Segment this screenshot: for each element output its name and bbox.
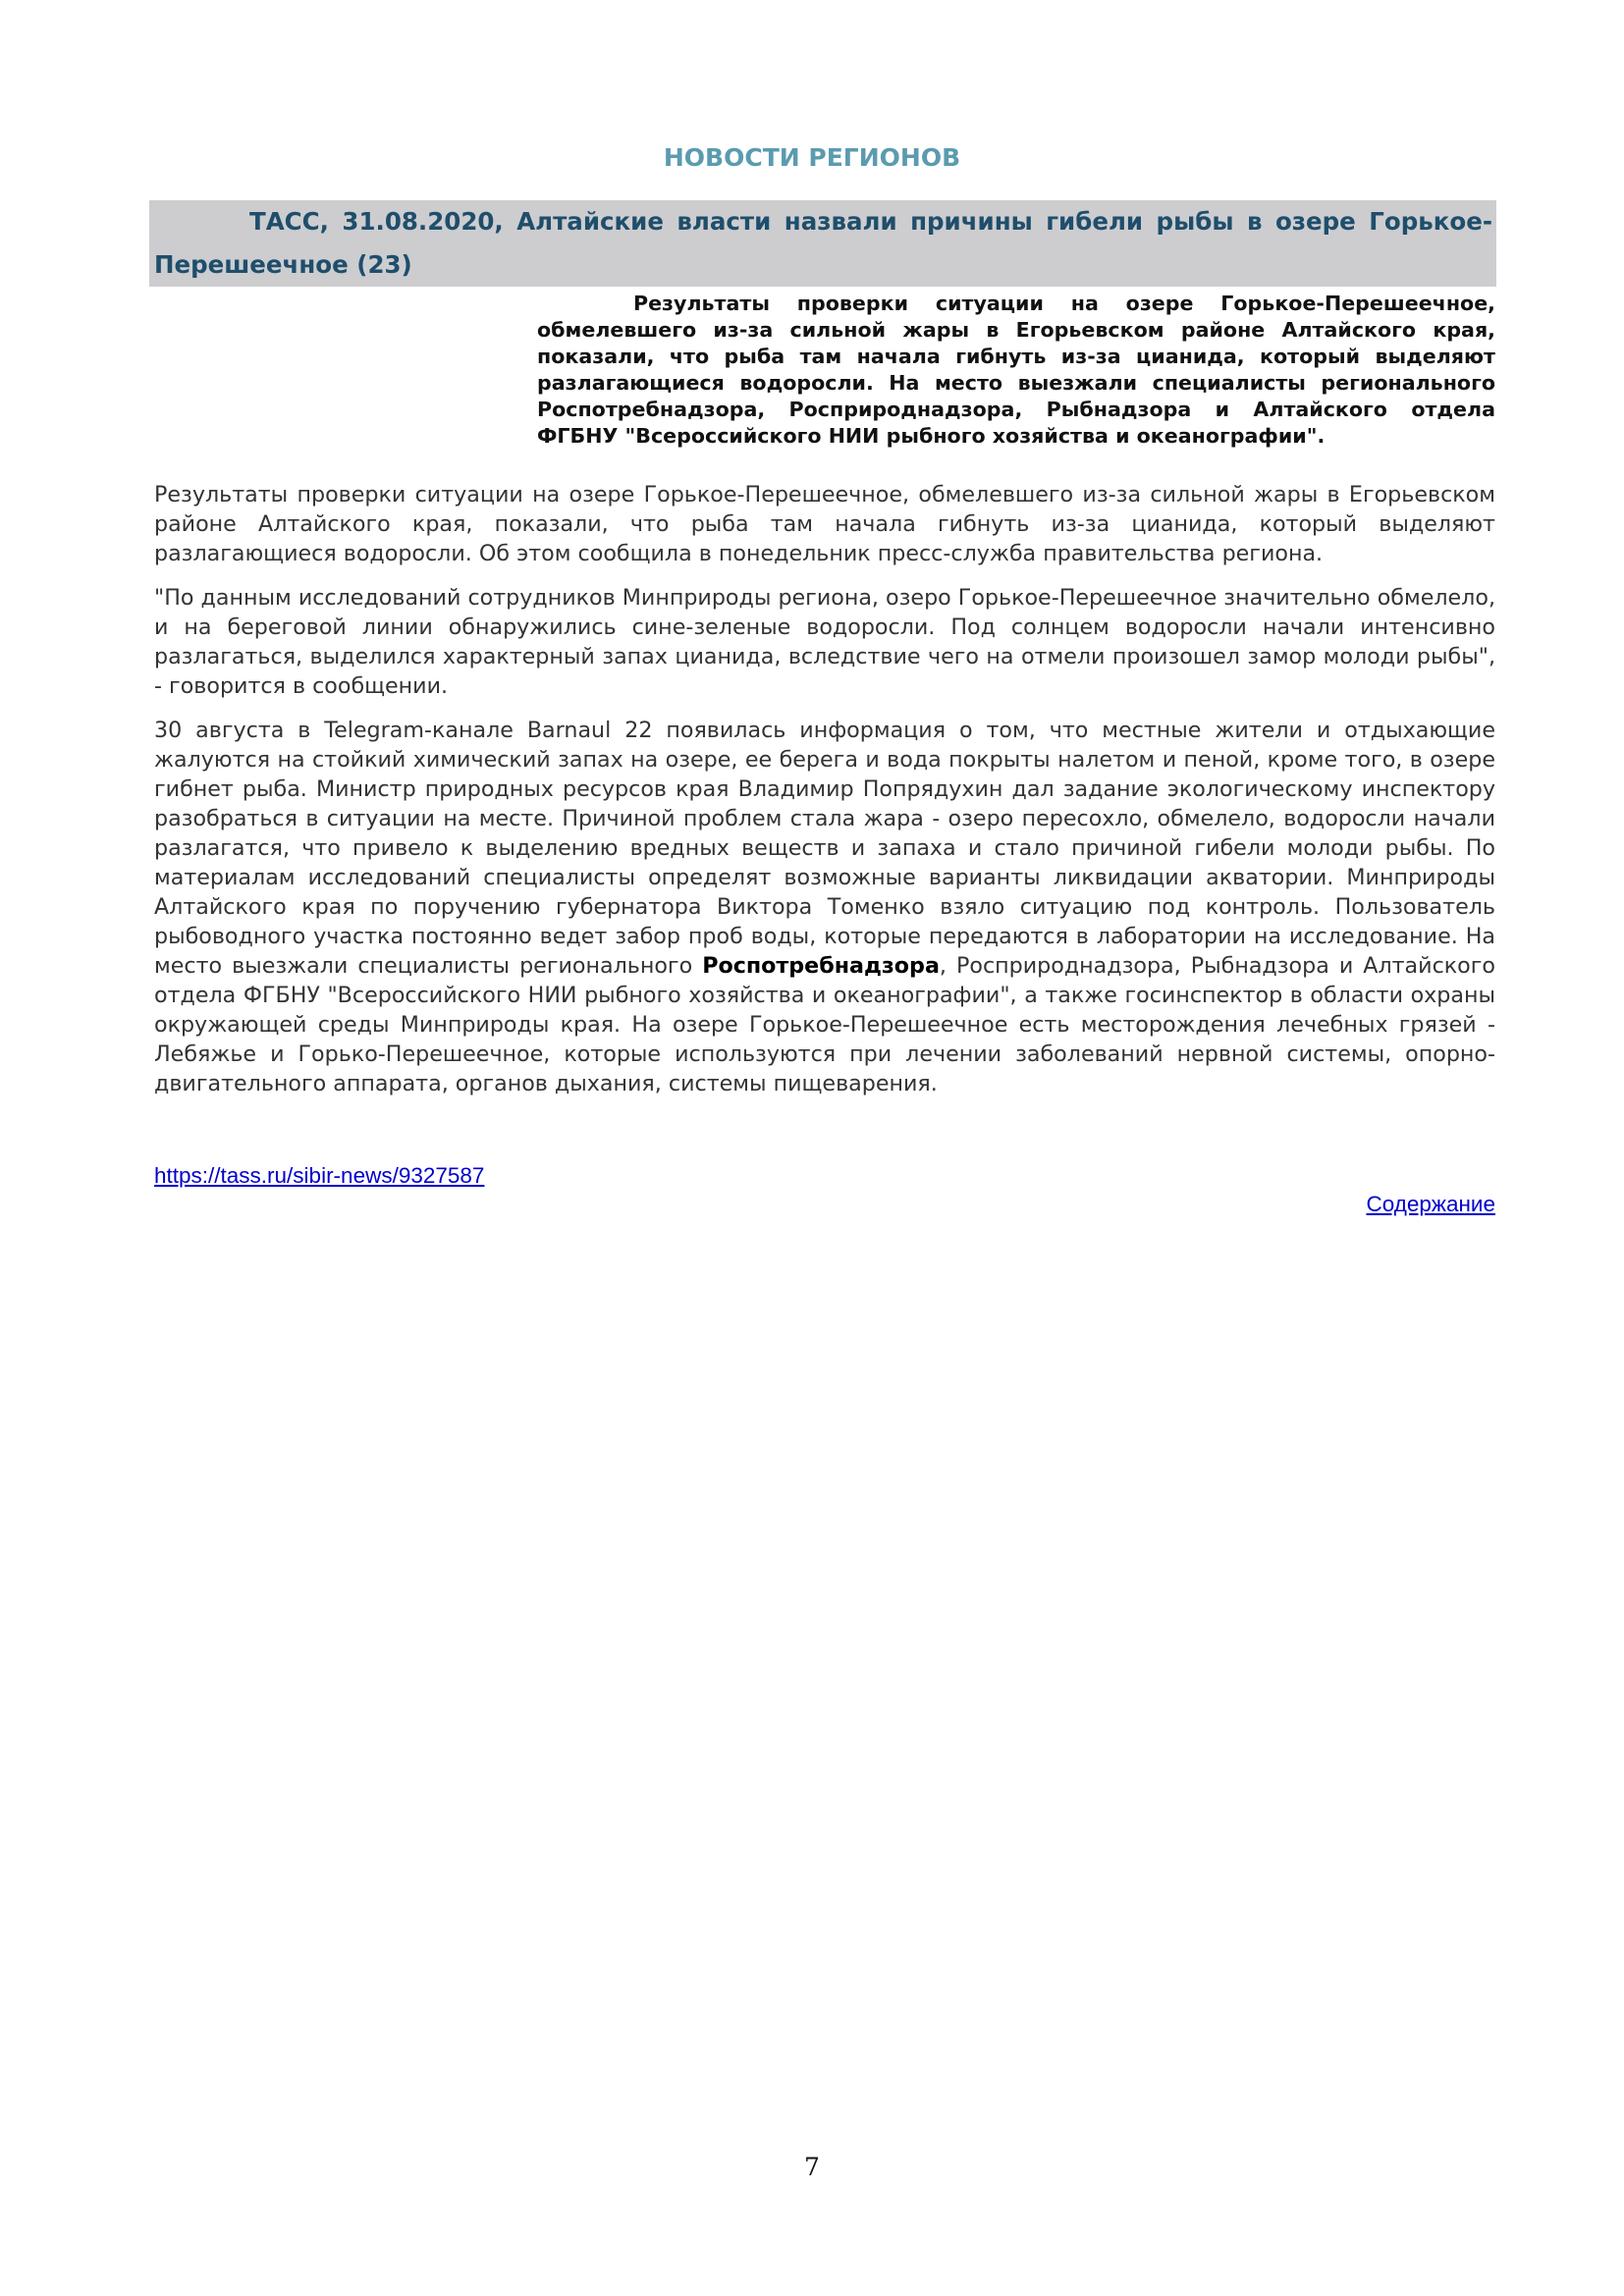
section-title: НОВОСТИ РЕГИОНОВ (663, 143, 961, 172)
paragraph-3-text-end: , Росприроднадзора, Рыбнадзора и Алтайского отдела ФГБНУ "Всероссийского НИИ рыбного хозяйства и океанографии", а также госинспектор в области охраны окружающей среды Минприроды края. На озере Горькое-Перешеечное есть месторождения лечебных грязей - Лебяжье и Горько-Перешеечное, которые используются при лечении заболеваний нервной системы, опорно-двигательного аппарата, органов дыхания, системы пищеварения. (154, 953, 1495, 1096)
article-paragraph-3 (154, 716, 1495, 1098)
table-of-contents-link[interactable]: Содержание (1366, 1192, 1495, 1216)
highlighted-term: Роспотребнадзора (702, 953, 940, 979)
paragraph-3-text-start: 30 августа в Telegram-канале Barnaul 22 появилась информация о том, что местные жители и отдыхающие жалуются на стойкий химический запах на озере, ее берега и вода покрыты налетом и пеной, кроме того, в озере гибнет рыба. Министр природных ресурсов края Владимир Попрядухин дал задание экологическому инспектору разобраться в ситуации на месте. Причиной проблем стала жара - озеро пересохло, обмелело, водоросли начали разлагатся, что привело к выделению вредных веществ и запаха и стало причиной гибели молоди рыбы. По материалам исследований специалисты определят возможные варианты ликвидации акватории. Минприроды Алтайского края по поручению губернатора Виктора Томенко взяло ситуацию под контроль. Пользователь рыбоводного участка постоянно ведет забор проб воды, которые передаются в лаборатории на исследование. На место выезжали специалисты регионального (154, 718, 1495, 979)
source-link[interactable]: https://tass.ru/sibir-news/9327587 (154, 1163, 485, 1188)
article-paragraph-1: Результаты проверки ситуации на озере Горькое-Перешеечное, обмелевшего из-за сильной жары в Егорьевском районе Алтайского края, показали, что рыба там начала гибнуть из-за цианида, который выделяют разлагающиеся водоросли. Об этом сообщила в понедельник пресс-служба правительства региона. (154, 482, 1495, 566)
article-body (154, 480, 1495, 1113)
headline-box (149, 200, 1496, 287)
page-number: 7 (804, 2153, 820, 2181)
article-lead: Результаты проверки ситуации на озере Горькое-Перешеечное, обмелевшего из-за сильной жары в Егорьевском районе Алтайского края, показали, что рыба там начала гибнуть из-за цианида, который выделяют разлагающиеся водоросли. На место выезжали специалисты регионального Роспотребнадзора, Росприроднадзора, Рыбнадзора и Алтайского отдела ФГБНУ "Всероссийского НИИ рыбного хозяйства и океанографии". (537, 292, 1495, 448)
article-headline: ТАСС, 31.08.2020, Алтайские власти назвали причины гибели рыбы в озере Горькое-Перешеечное (23) (154, 207, 1492, 279)
article-paragraph-2: "По данным исследований сотрудников Минприроды региона, озеро Горькое-Перешеечное значительно обмелело, и на береговой линии обнаружились сине-зеленые водоросли. Под солнцем водоросли начали интенсивно разлагаться, выделился характерный запах цианида, вследствие чего на отмели произошел замор молоди рыбы", - говорится в сообщении. (154, 585, 1495, 699)
